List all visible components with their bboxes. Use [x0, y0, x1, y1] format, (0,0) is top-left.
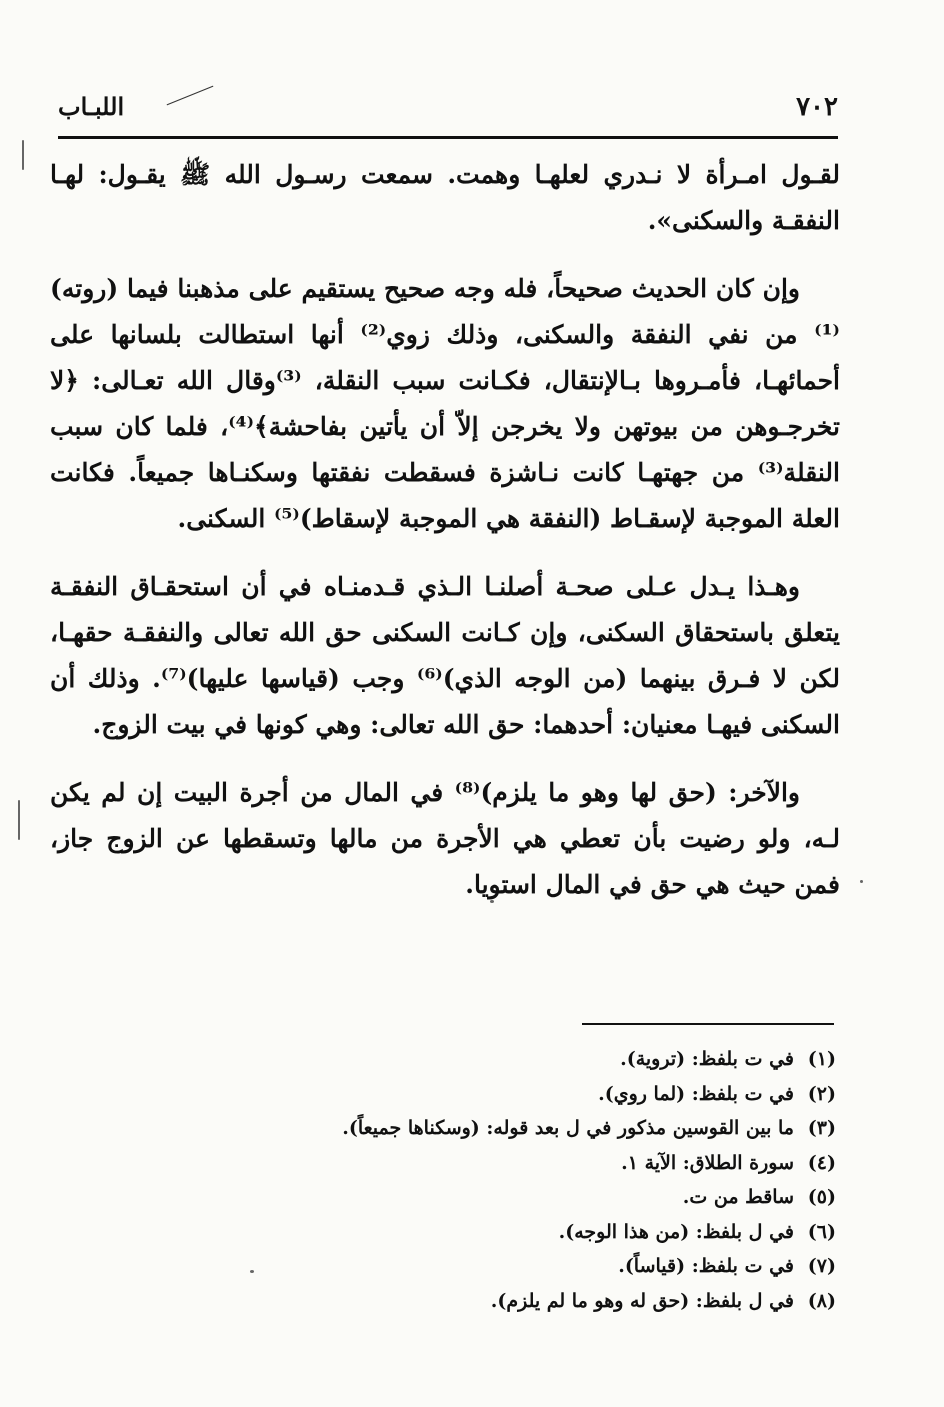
- footnote-number: (٣): [807, 1117, 836, 1139]
- footnote-6: [316, 1215, 836, 1250]
- footnote-text: في ل بلفظ: (حق له وهو ما لم يلزم).: [490, 1289, 794, 1312]
- scan-artifact: [250, 1270, 254, 1273]
- footnote-text: سورة الطلاق: الآية ١.: [621, 1151, 794, 1174]
- page-header: [58, 92, 838, 132]
- paragraph-2: وإن كان الحديث صحيحاً، فله وجه صحيح يستقيم على مذهبنا فيما (روته)⁽¹⁾ من نفي النفقة والسكنى، وذلك زوي⁽²⁾ أنها استطالت بلسانها على أحمائهـا، فأمـروها بـالإنتقال، فكـانت سبب النقلة، ⁽³⁾وقال الله تعـالى: ﴿لا تخرجـوهن من بيوتهن ولا يخرجن إلاّ أن يأتين بفاحشة﴾⁽⁴⁾، فلما كان سبب النقلة⁽³⁾ من جهتهـا كانت نـاشزة فسقطت نفقتها وسكنـاها جميعاً. فكانت العلة الموجبة لإسقـاط (النفقة هي الموجبة لإسقاط)⁽⁵⁾ السكنى.: [50, 274, 841, 533]
- footnote-number: (١): [807, 1048, 836, 1070]
- scan-artifact: [22, 140, 24, 170]
- footnote-number: (٥): [807, 1186, 836, 1208]
- footnote-number: (٦): [807, 1220, 836, 1243]
- footnote-5: [316, 1180, 836, 1215]
- footnote-number: (٤): [807, 1151, 836, 1174]
- footnote-number: (٧): [807, 1255, 836, 1277]
- footnote-2: [316, 1077, 836, 1112]
- footnote-3: [316, 1111, 836, 1146]
- footnote-8: [316, 1284, 836, 1319]
- footnote-text: في ل بلفظ: (من هذا الوجه).: [558, 1220, 794, 1243]
- footnote-text: في ت بلفظ: (تروية).: [620, 1048, 794, 1070]
- footnote-text: في ت بلفظ: (قياساً).: [618, 1255, 794, 1277]
- scan-artifact: [860, 880, 863, 883]
- header-rule: [58, 136, 838, 139]
- main-text: [50, 152, 840, 930]
- scan-artifact: [490, 900, 494, 903]
- footnote-7: [316, 1249, 836, 1284]
- footnote-text: ما بين القوسين مذكور في ل بعد قوله: (وسكناها جميعاً).: [342, 1117, 794, 1139]
- footnote-1: [316, 1042, 836, 1077]
- footnote-text: ساقط من ت.: [682, 1186, 794, 1208]
- scan-artifact: [18, 800, 20, 840]
- paragraph-1: لقـول امـرأة لا نـدري لعلهـا وهمت. سمعت رسـول الله ﷺ يقـول: لهـا النفقـة والسكنى».: [50, 160, 840, 235]
- paragraph-3: وهـذا يـدل عـلى صحـة أصلنـا الـذي قـدمنـاه في أن استحقـاق النفقـة يتعلق باستحقاق السكنى، وإن كـانت السكنى حق الله تعالى والنفقـة حقهـا، لكن لا فـرق بينهما (من الوجه الذي)⁽⁶⁾ وجب (قياسها عليها)⁽⁷⁾. وذلك أن السكنى فيهـا معنيان: أحدهما: حق الله تعالى: وهي كونها في بيت الزوج.: [50, 572, 840, 739]
- footnote-4: [316, 1146, 836, 1181]
- footnotes: [316, 1042, 836, 1318]
- paragraph-4: والآخر: (حق لها وهو ما يلزم)⁽⁸⁾ في المال من أجرة البيت إن لم يكن لـه، ولو رضيت بأن تعطي هي الأجرة من مالها وتسقطها عن الزوج جاز، فمن حيث هي حق في المال استويا.: [50, 778, 840, 899]
- running-title: اللبـاب: [58, 92, 125, 121]
- footnote-text: في ت بلفظ: (لما روي).: [598, 1082, 794, 1105]
- footnote-rule: [582, 1023, 834, 1025]
- page-number: ٧٠٢: [796, 92, 838, 122]
- footnote-number: (٢): [807, 1082, 836, 1105]
- footnote-number: (٨): [807, 1289, 836, 1312]
